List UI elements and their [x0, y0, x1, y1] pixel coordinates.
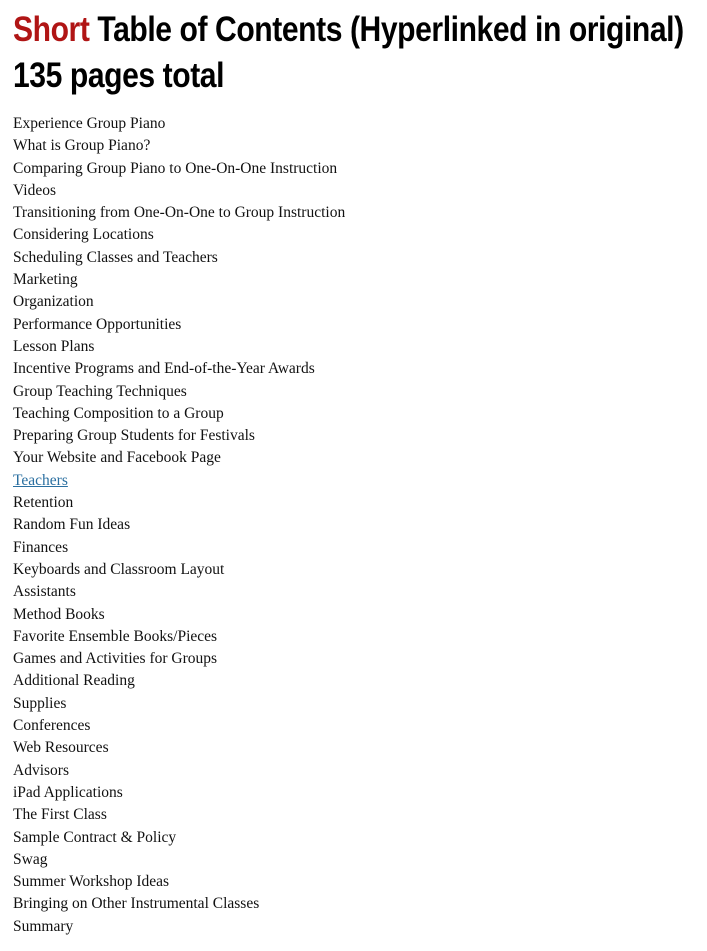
toc-item: Supplies: [13, 694, 67, 712]
title-text: Table of Contents (Hyperlinked in original): [89, 10, 684, 49]
toc-item: Group Teaching Techniques: [13, 382, 187, 400]
toc-item: Web Resources: [13, 739, 109, 757]
toc-item: Favorite Ensemble Books/Pieces: [13, 627, 218, 645]
toc-item: The First Class: [13, 806, 107, 824]
toc-link-item[interactable]: Teachers: [13, 471, 68, 489]
toc-item: Videos: [13, 181, 56, 199]
toc-item: What is Group Piano?: [13, 137, 151, 155]
toc-item: Swag: [13, 850, 48, 868]
toc-item: iPad Applications: [13, 783, 123, 801]
toc-item: Your Website and Facebook Page: [13, 449, 221, 467]
toc-item: Preparing Group Students for Festivals: [13, 427, 255, 445]
toc-item: Random Fun Ideas: [13, 516, 131, 534]
page-subtitle: 135 pages total: [13, 56, 225, 95]
toc-item: Summer Workshop Ideas: [13, 873, 170, 891]
toc-item: Considering Locations: [13, 226, 154, 244]
table-of-contents-list: [13, 113, 345, 938]
toc-item: Method Books: [13, 605, 105, 623]
toc-item: Bringing on Other Instrumental Classes: [13, 895, 260, 913]
toc-item: Teaching Composition to a Group: [13, 404, 224, 422]
toc-item: Conferences: [13, 717, 91, 735]
toc-item: Finances: [13, 538, 69, 556]
title-accent-word: Short: [13, 10, 90, 49]
toc-item: Comparing Group Piano to One-On-One Instruction: [13, 159, 338, 177]
toc-item: Lesson Plans: [13, 337, 95, 355]
toc-item: Games and Activities for Groups: [13, 650, 218, 668]
toc-item: Scheduling Classes and Teachers: [13, 248, 218, 266]
toc-item: Sample Contract & Policy: [13, 828, 177, 846]
page-title: [13, 10, 684, 50]
toc-item: Transitioning from One-On-One to Group Instruction: [13, 204, 346, 222]
toc-item: Summary: [13, 917, 74, 935]
toc-item: Advisors: [13, 761, 69, 779]
toc-item: Retention: [13, 494, 74, 512]
toc-item: Assistants: [13, 583, 76, 601]
toc-item: Experience Group Piano: [13, 115, 166, 132]
toc-item: Incentive Programs and End-of-the-Year Awards: [13, 360, 315, 378]
toc-item: Marketing: [13, 271, 78, 289]
toc-item: Keyboards and Classroom Layout: [13, 560, 225, 578]
toc-item: Performance Opportunities: [13, 315, 182, 333]
document-page: [13, 10, 701, 935]
toc-item: Organization: [13, 293, 94, 311]
toc-item: Additional Reading: [13, 672, 135, 690]
